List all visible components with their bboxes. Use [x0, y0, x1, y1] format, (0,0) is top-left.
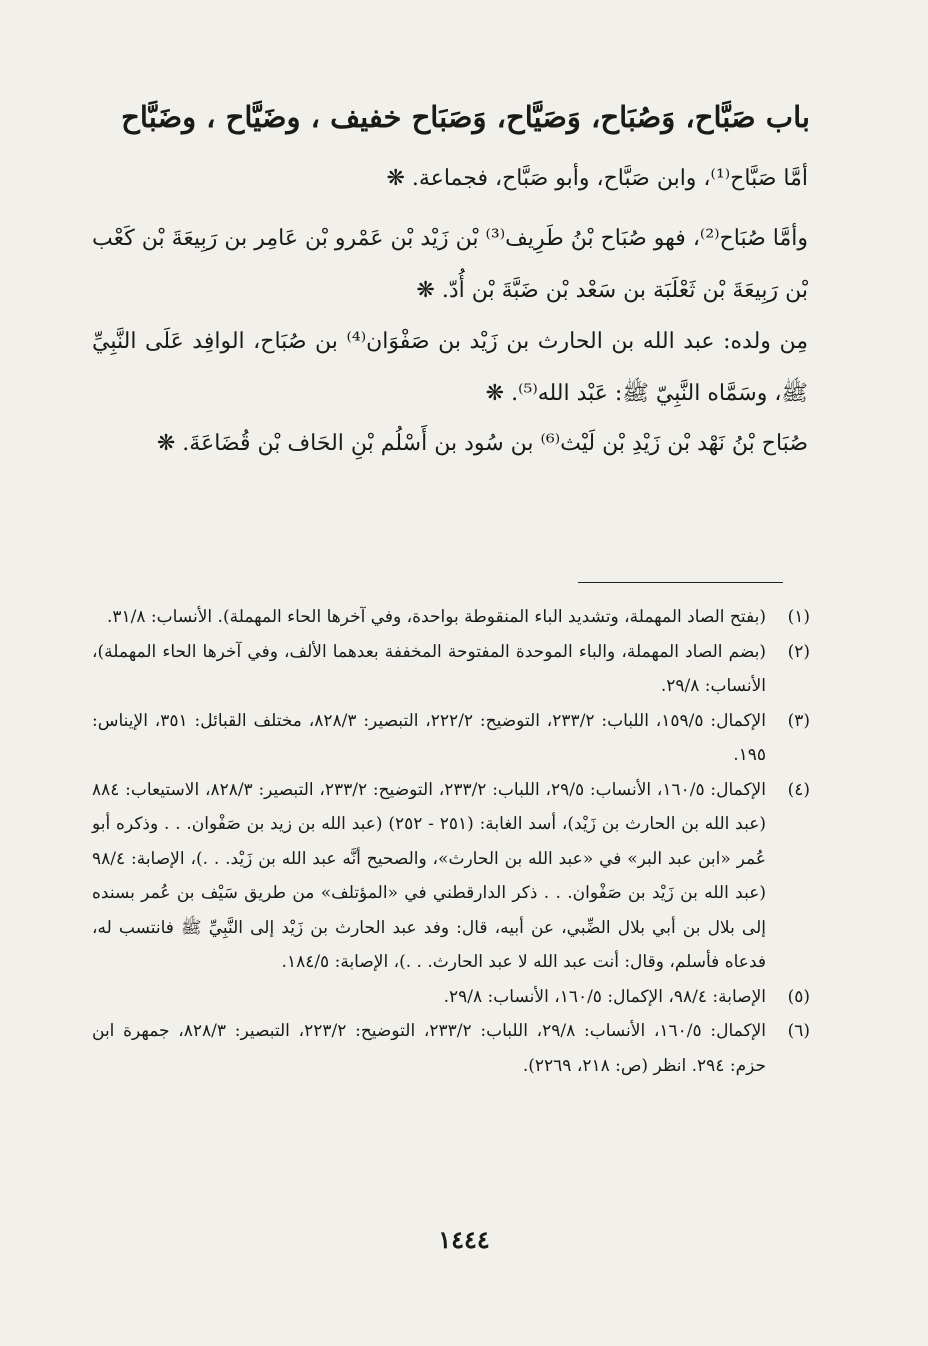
footnote-number: (٢) — [787, 641, 810, 662]
footnotes — [92, 600, 810, 1083]
chapter-title: باب صَبَّاح، وَصُبَاح، وَصَيَّاح، وَصَبَاح خفيف ، وضَيَّاح ، وضَبَّاح — [121, 100, 810, 134]
footnote-text: (بفتح الصاد المهملة، وتشديد الباء المنقوطة بواحدة، وفي آخرها الحاء المهملة). الأنساب: ٣١/٨. — [106, 607, 766, 627]
footnote-text: الإصابة: ٩٨/٤، الإكمال: ١٦٠/٥، الأنساب: ٢٩/٨. — [443, 986, 766, 1007]
paragraph-2: وأمَّا صُبَاح⁽²⁾، فهو صُبَاح بْنُ طَرِيف⁽³⁾ بْن زَيْد بْن عَمْرو بْن عَامِر بن رَبِيعَةَ بْن كَعْب بْن رَبِيعَةَ بْن ثَعْلَبَة بن سَعْد بْن ضَبَّةَ بْن أُدّ. ❋ — [92, 226, 809, 303]
footnote-1 — [92, 600, 810, 635]
footnote-number: (١) — [787, 607, 810, 627]
footnote-separator — [578, 582, 783, 583]
paragraph-3: مِن ولده: عبد الله بن الحارث بن زَيْد بن صَفْوَان⁽⁴⁾ بن صُبَاح، الوافِد عَلَى النَّبِيِّ ﷺ، وسَمَّاه النَّبِيّ ﷺ: عَبْد الله⁽⁵⁾. ❋ — [92, 329, 808, 406]
footnote-number: (٤) — [787, 779, 810, 800]
footnote-3 — [92, 704, 810, 773]
paragraph-4: صُبَاح بْنُ نَهْد بْن زَيْدِ بْن لَيْث⁽⁶⁾ بن سُود بن أَسْلُم بْنِ الحَاف بْن قُضَاعَةَ. ❋ — [156, 431, 808, 456]
footnote-6 — [92, 1014, 810, 1083]
footnote-number: (٦) — [787, 1021, 810, 1041]
page-number: ١٤٤٤ — [438, 1225, 490, 1254]
footnote-4 — [92, 773, 810, 980]
paragraph-1: أمَّا صَبَّاح⁽¹⁾، وابن صَبَّاح، وأبو صَبَّاح، فجماعة. ❋ — [386, 166, 808, 191]
footnote-number: (٣) — [787, 710, 810, 731]
footnote-text: الإكمال: ١٥٩/٥، اللباب: ٢٣٣/٢، التوضيح: ٢٢٢/٢، التبصير: ٨٢٨/٣، مختلف القبائل: ٣٥١، الإيناس: ١٩٥. — [92, 710, 766, 765]
footnote-number: (٥) — [787, 986, 810, 1007]
footnote-text: (بضم الصاد المهملة، والباء الموحدة المفتوحة المخففة بعدهما الألف، وفي آخرها الحاء المهملة)، الأنساب: ٢٩/٨. — [92, 641, 766, 696]
footnote-5 — [92, 980, 810, 1015]
footnote-2 — [92, 635, 810, 704]
footnote-text: الإكمال: ١٦٠/٥، الأنساب: ٢٩/٥، اللباب: ٢٣٣/٢، التوضيح: ٢٣٣/٢، التبصير: ٨٢٨/٣، الاستيعاب: ٨٨٤ (عبد الله بن الحارث بن زَيْد)، أسد الغابة: (٢٥١ - ٢٥٢) (عبد الله بن زيد بن صَفْوان. . . وذكره أبو عُمر «ابن عبد البر» في «عبد الله بن الحارث»، والصحيح أنَّه عبد الله بن زَيْد. . .)، الإصابة: ٩٨/٤ (عبد الله بن زَيْد بن صَفْوان. . . ذكر الدارقطني في «المؤتلف» من طريق سَيْف بن عُمر بسنده إلى بلال بن أبي بلال الضِّبي، عن أبيه، قال: وفد عبد الحارث بن زَيْد إلى النَّبِيِّ ﷺ فانتسب له، فدعاه فأسلم، وقال: أنت عبد الله لا عبد الحارث. . .)، الإصابة: ١٨٤/٥. — [92, 779, 766, 972]
footnote-text: الإكمال: ١٦٠/٥، الأنساب: ٢٩/٨، اللباب: ٢٣٣/٢، التوضيح: ٢٢٣/٢، التبصير: ٨٢٨/٣، جمهرة ابن حزم: ٢٩٤. انظر (ص: ٢١٨، ٢٢٦٩). — [92, 1021, 766, 1076]
